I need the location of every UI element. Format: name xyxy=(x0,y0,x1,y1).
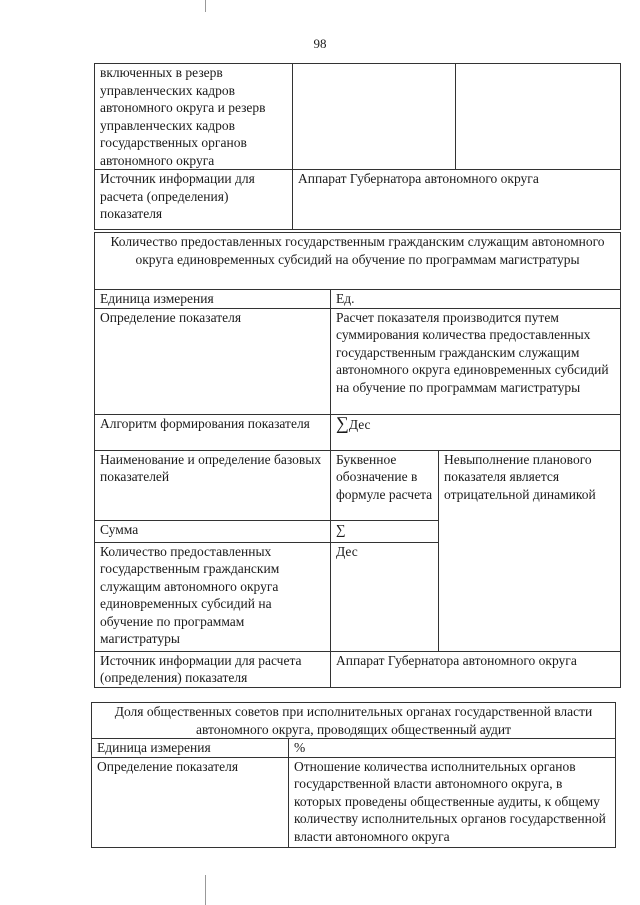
sum-symbol: ∑ xyxy=(331,520,439,542)
count-symbol: Дес xyxy=(331,542,439,651)
table-masters-subsidies xyxy=(94,232,621,688)
unit-label: Единица измерения xyxy=(95,290,331,309)
source-label: Источник информации для расчета (определения) показателя xyxy=(95,170,293,230)
dynamics-note: Невыполнение планового показателя является отрицательной динамикой xyxy=(439,450,621,651)
unit-label: Единица измерения xyxy=(92,739,289,758)
letter-designation-label: Буквенное обозначение в формуле расчета xyxy=(331,450,439,520)
definition-label: Определение показателя xyxy=(92,757,289,847)
source-value: Аппарат Губернатора автономного округа xyxy=(331,651,621,687)
definition-label: Определение показателя xyxy=(95,308,331,414)
source-value: Аппарат Губернатора автономного округа xyxy=(293,170,621,230)
source-label: Источник информации для расчета (определения) показателя xyxy=(95,651,331,687)
count-label: Количество предоставленных государственным гражданским служащим автономного округа единовременных субсидий на обучение по программам магистратуры xyxy=(95,542,331,651)
continued-text: включенных в резерв управленческих кадров автономного округа и резерв управленческих кадров государственных органов автономного округа xyxy=(95,64,293,170)
sum-label: Сумма xyxy=(95,520,331,542)
scan-mark-top xyxy=(205,0,206,12)
table-continuation xyxy=(94,63,621,230)
unit-value: Ед. xyxy=(331,290,621,309)
table-title: Доля общественных советов при исполнительных органах государственной власти автономного округа, проводящих общественный аудит xyxy=(92,703,616,739)
unit-value: % xyxy=(289,739,616,758)
sum-symbol: ∑ xyxy=(336,412,349,433)
algorithm-label: Алгоритм формирования показателя xyxy=(95,414,331,450)
empty-cell xyxy=(293,64,456,170)
empty-cell xyxy=(456,64,621,170)
scan-mark-bottom xyxy=(205,875,206,905)
definition-value: Отношение количества исполнительных органов государственной власти автономного округа, в которых проведены общественные аудиты, к общему количеству исполнительных органов государственной власти автономного округа xyxy=(289,757,616,847)
page-number: 98 xyxy=(313,36,327,51)
base-indicators-label: Наименование и определение базовых показателей xyxy=(95,450,331,520)
formula-variable: Дес xyxy=(348,416,371,432)
table-public-councils xyxy=(91,702,616,848)
algorithm-formula xyxy=(331,414,621,450)
definition-value: Расчет показателя производится путем суммирования количества предоставленных государственным гражданским служащим автономного округа единовременных субсидий на обучение по программам магистратуры xyxy=(331,308,621,414)
table-title: Количество предоставленных государственным гражданским служащим автономного округа единовременных субсидий на обучение по программам магистратуры xyxy=(95,233,621,290)
